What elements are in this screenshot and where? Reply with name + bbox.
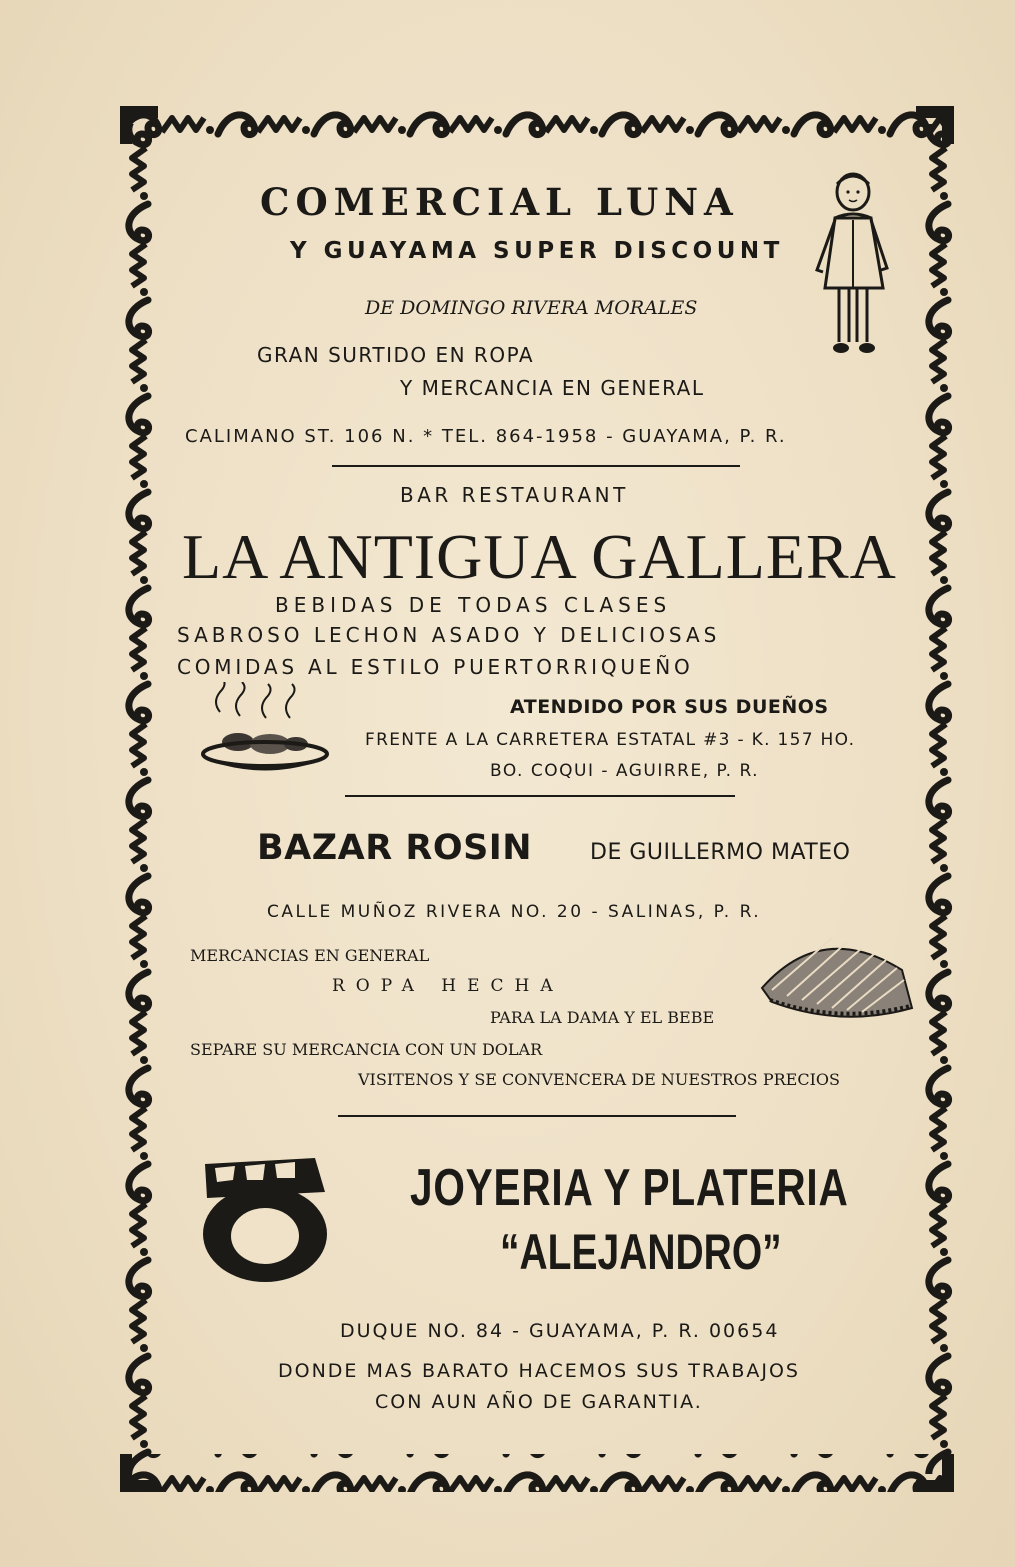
- bazar-rosin-line1: MERCANCIAS EN GENERAL: [190, 946, 430, 965]
- divider-rule: [332, 465, 740, 467]
- bazar-rosin-line5: VISITENOS Y SE CONVENCERA DE NUESTROS PRECIOS: [358, 1070, 840, 1089]
- gallera-title: LA ANTIGUA GALLERA: [182, 521, 897, 592]
- lace-fan-illustration: [752, 930, 917, 1030]
- comercial-luna-title: COMERCIAL LUNA: [260, 180, 739, 224]
- bazar-rosin-address: CALLE MUÑOZ RIVERA NO. 20 - SALINAS, P. R.: [267, 902, 762, 922]
- gallera-location: FRENTE A LA CARRETERA ESTATAL #3 - K. 157 HO.: [365, 730, 856, 750]
- bazar-rosin-line4: SEPARE SU MERCANCIA CON UN DOLAR: [190, 1040, 543, 1059]
- joyeria-subtitle: “ALEJANDRO”: [500, 1224, 782, 1280]
- comercial-luna-line2: Y MERCANCIA EN GENERAL: [400, 376, 705, 400]
- joyeria-line2: CON AUN AÑO DE GARANTIA.: [375, 1391, 703, 1413]
- joyeria-address: DUQUE NO. 84 - GUAYAMA, P. R. 00654: [340, 1320, 780, 1342]
- joyeria-title: JOYERIA Y PLATERIA: [410, 1159, 849, 1217]
- divider-rule: [338, 1115, 736, 1117]
- gallera-line3: COMIDAS AL ESTILO PUERTORRIQUEÑO: [177, 655, 694, 679]
- comercial-luna-owner: DE DOMINGO RIVERA MORALES: [365, 297, 698, 319]
- gallera-barrio: BO. COQUI - AGUIRRE, P. R.: [490, 761, 760, 781]
- bazar-rosin-line2: ROPA HECHA: [332, 976, 564, 996]
- bazar-rosin-line3: PARA LA DAMA Y EL BEBE: [490, 1008, 715, 1027]
- gallera-line1: BEBIDAS DE TODAS CLASES: [275, 593, 672, 617]
- gallera-line2: SABROSO LECHON ASADO Y DELICIOSAS: [177, 623, 721, 647]
- gallera-attended: ATENDIDO POR SUS DUEÑOS: [510, 696, 829, 718]
- comercial-luna-subtitle: Y GUAYAMA SUPER DISCOUNT: [290, 238, 784, 264]
- bazar-rosin-title: BAZAR ROSIN: [257, 828, 533, 868]
- advertisement-page: [150, 150, 925, 1450]
- bazar-rosin-owner: DE GUILLERMO MATEO: [590, 840, 851, 865]
- comercial-luna-line1: GRAN SURTIDO EN ROPA: [257, 343, 535, 367]
- comercial-luna-address: CALIMANO ST. 106 N. * TEL. 864-1958 - GUAYAMA, P. R.: [185, 426, 787, 447]
- divider-rule: [345, 795, 735, 797]
- gallera-kicker: BAR RESTAURANT: [400, 483, 629, 507]
- child-in-coat-illustration: [805, 170, 905, 365]
- joyeria-line1: DONDE MAS BARATO HACEMOS SUS TRABAJOS: [278, 1360, 800, 1382]
- signet-ring-illustration: [195, 1152, 335, 1287]
- steaming-platter-illustration: [200, 682, 330, 782]
